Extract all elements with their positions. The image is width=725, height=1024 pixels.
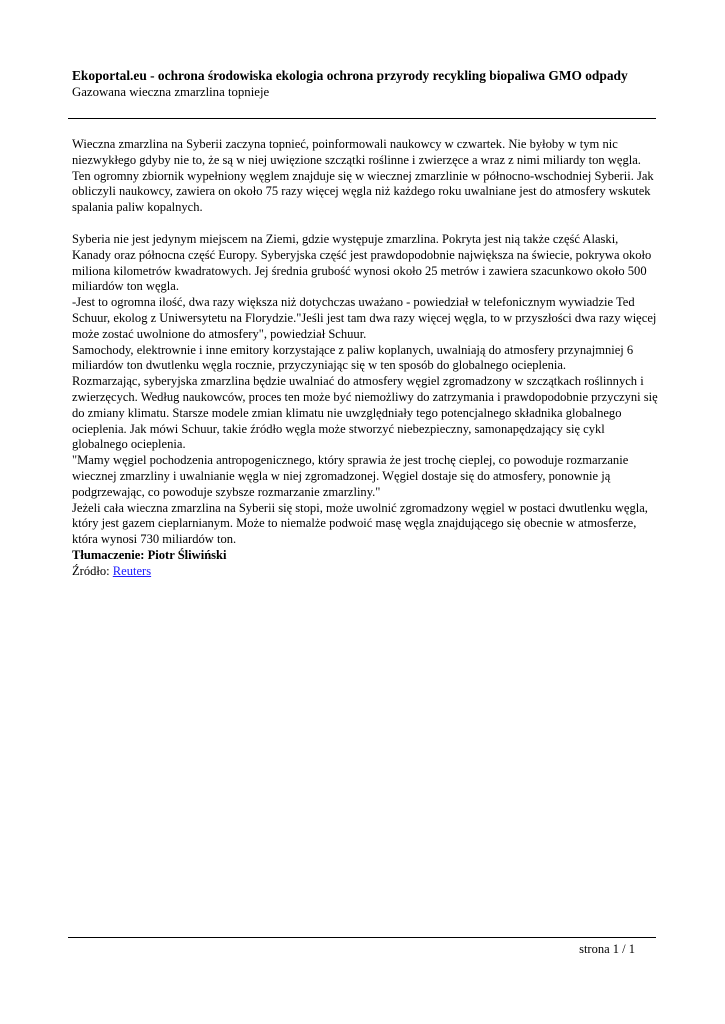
header-divider bbox=[68, 118, 656, 119]
footer-divider bbox=[68, 937, 656, 938]
article-body bbox=[72, 137, 660, 580]
article-paragraph: Rozmarzając, syberyjska zmarzlina będzie uwalniać do atmosfery węgiel zgromadzony w szczątkach roślinnych i zwierzęcych. Według naukowców, proces ten może być niemożliwy do zatrzymania i prawdopodobnie przyczyni się do zmiany klimatu. Starsze modele zmian klimatu nie uwzględniały tego potencjalnego składnika globalnego ocieplenia. Jak mówi Schuur, takie źródło węgla może stworzyć niebezpieczny, samonapędzający się cykl globalnego ocieplenia. bbox=[72, 374, 658, 452]
article-paragraph: Jeżeli cała wieczna zmarzlina na Syberii się stopi, może uwolnić zgromadzony węgiel w postaci dwutlenku węgla, który jest gazem cieplarnianym. Może to niemalże podwoić masę węgla znajdującego się obecnie w atmosferze, która wynosi 730 miliardów ton. bbox=[72, 500, 648, 547]
article-paragraph: Wieczna zmarzlina na Syberii zaczyna topnieć, poinformowali naukowcy w czwartek. Nie byłoby w tym nic niezwykłego gdyby nie to, że są w niej uwięzione szczątki roślinne i zwierzęce a wraz z nimi miliardy ton węgla. Ten ogromny zbiornik wypełniony węglem znajduje się w wiecznej zmarzlinie w północno-wschodniej Syberii. Jak obliczyli naukowcy, zawiera on około 75 razy więcej węgla niż każdego roku uwalniane jest do atmosfery wskutek spalania paliw kopalnych. bbox=[72, 137, 654, 215]
paragraph-spacer bbox=[72, 216, 660, 232]
article-title: Gazowana wieczna zmarzlina topnieje bbox=[72, 85, 270, 99]
document-header bbox=[72, 68, 657, 100]
translation-credit: Tłumaczenie: Piotr Śliwiński bbox=[72, 547, 227, 562]
source-line bbox=[72, 564, 660, 580]
source-label: Źródło: bbox=[72, 563, 110, 578]
source-link[interactable]: Reuters bbox=[112, 563, 152, 578]
site-title: Ekoportal.eu - ochrona środowiska ekologia ochrona przyrody recykling biopaliwa GMO odpady bbox=[72, 68, 628, 83]
article-paragraph: Syberia nie jest jedynym miejscem na Ziemi, gdzie występuje zmarzlina. Pokryta jest nią także część Alaski, Kanady oraz północna część Europy. Syberyjska część jest prawdopodobnie największa na świecie, pokrywa około miliona kilometrów kwadratowych. Jej średnia grubość wynosi około 25 metrów i zawiera szacunkowo około 500 miliardów ton węgla. bbox=[72, 231, 652, 294]
article-paragraph: Samochody, elektrownie i inne emitory korzystające z paliw koplanych, uwalniają do atmosfery przynajmniej 6 miliardów ton dwutlenku węgla rocznie, przyczyniając się w ten sposób do globalnego ocieplenia. bbox=[72, 342, 634, 373]
article-paragraph: "Mamy węgiel pochodzenia antropogenicznego, który sprawia że jest trochę cieplej, co powoduje rozmarzanie wiecznej zmarzliny i uwalnianie węgla w niej zgromadzonej. Węgiel dostaje się do atmosfery, ponownie ją podgrzewając, co powoduje szybsze rozmarzanie zmarzliny." bbox=[72, 453, 629, 499]
page-number: strona 1 / 1 bbox=[579, 942, 635, 956]
article-paragraph: -Jest to ogromna ilość, dwa razy większa niż dotychczas uważano - powiedział w telefonicznym wywiadzie Ted Schuur, ekolog z Uniwersytetu na Florydzie."Jeśli jest tam dwa razy więcej węgla, to w przyszłości dwa razy więcej może zostać uwolnione do atmosfery", powiedział Schuur. bbox=[72, 295, 657, 341]
